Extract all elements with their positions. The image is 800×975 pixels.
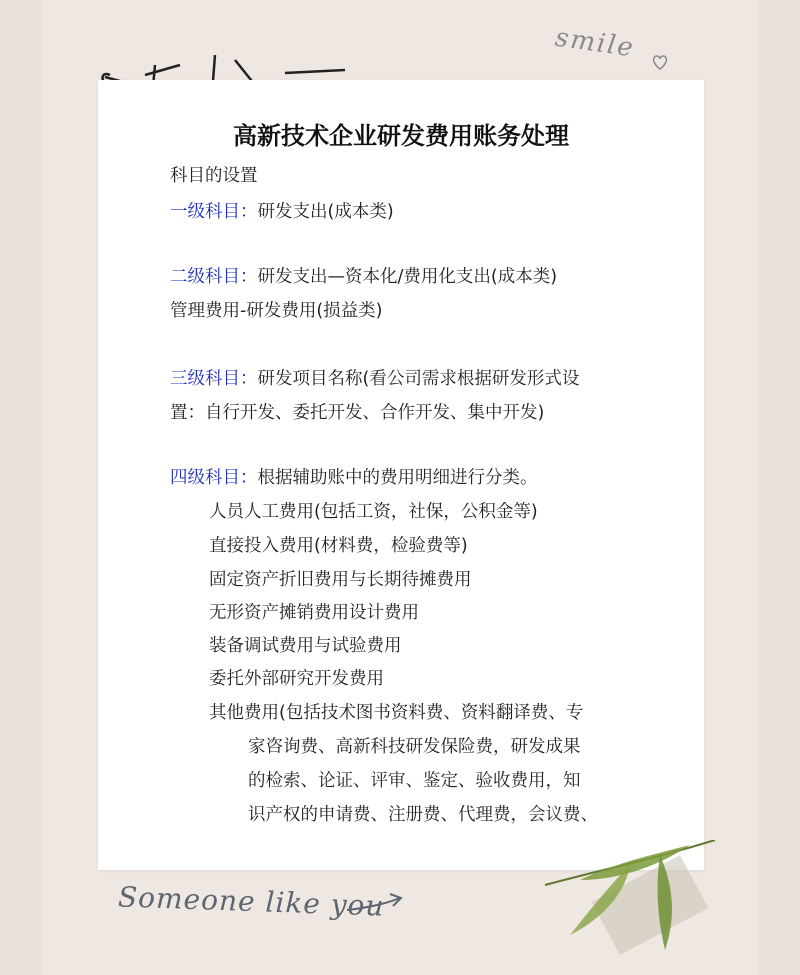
level4-text: 根据辅助账中的费用明细进行分类。 — [257, 468, 538, 488]
list-item: 人员人工费用(包括工资，社保，公积金等) — [209, 502, 538, 522]
level3-text2: 置：自行开发、委托开发、合作开发、集中开发) — [170, 403, 545, 423]
section-header: 科目的设置 — [170, 166, 258, 186]
level4-line — [170, 464, 538, 489]
list-item: 委托外部研究开发费用 — [209, 669, 384, 689]
leaf-decoration — [540, 840, 720, 950]
level2-label: 二级科目： — [170, 267, 258, 287]
level2-text: 研发支出—资本化/费用化支出(成本类) — [257, 267, 558, 287]
list-item: 其他费用(包括技术图书资料费、资料翻译费、专 — [209, 703, 584, 723]
level3-line — [170, 365, 579, 390]
list-continuation: 家咨询费、高新科技研发保险费，研发成果 — [248, 737, 581, 757]
document-title: 高新技术企业研发费用账务处理 — [233, 122, 569, 150]
heart-icon — [650, 52, 670, 72]
list-continuation: 的检索、论证、评审、鉴定、验收费用，知 — [248, 771, 581, 791]
level3-label: 三级科目： — [170, 369, 258, 389]
level2-text2: 管理费用-研发费用(损益类) — [170, 301, 383, 321]
list-item: 固定资产折旧费用与长期待摊费用 — [209, 570, 472, 590]
level1-text: 研发支出(成本类) — [257, 202, 394, 222]
list-item: 直接投入费用(材料费，检验费等) — [209, 536, 468, 556]
level2-line — [170, 263, 557, 288]
level4-label: 四级科目： — [170, 468, 258, 488]
document-card — [98, 80, 704, 870]
list-continuation: 识产权的申请费、注册费、代理费，会议费、 — [248, 805, 598, 825]
list-item: 无形资产摊销费用设计费用 — [209, 603, 419, 623]
level1-label: 一级科目： — [170, 202, 258, 222]
arrow-icon — [345, 890, 405, 918]
smile-text: smile — [553, 22, 637, 64]
list-item: 装备调试费用与试验费用 — [209, 636, 402, 656]
level3-text: 研发项目名称(看公司需求根据研发形式设 — [257, 369, 580, 389]
someone-like-you-text: Someone like you — [117, 880, 386, 923]
level1-line — [170, 198, 394, 223]
